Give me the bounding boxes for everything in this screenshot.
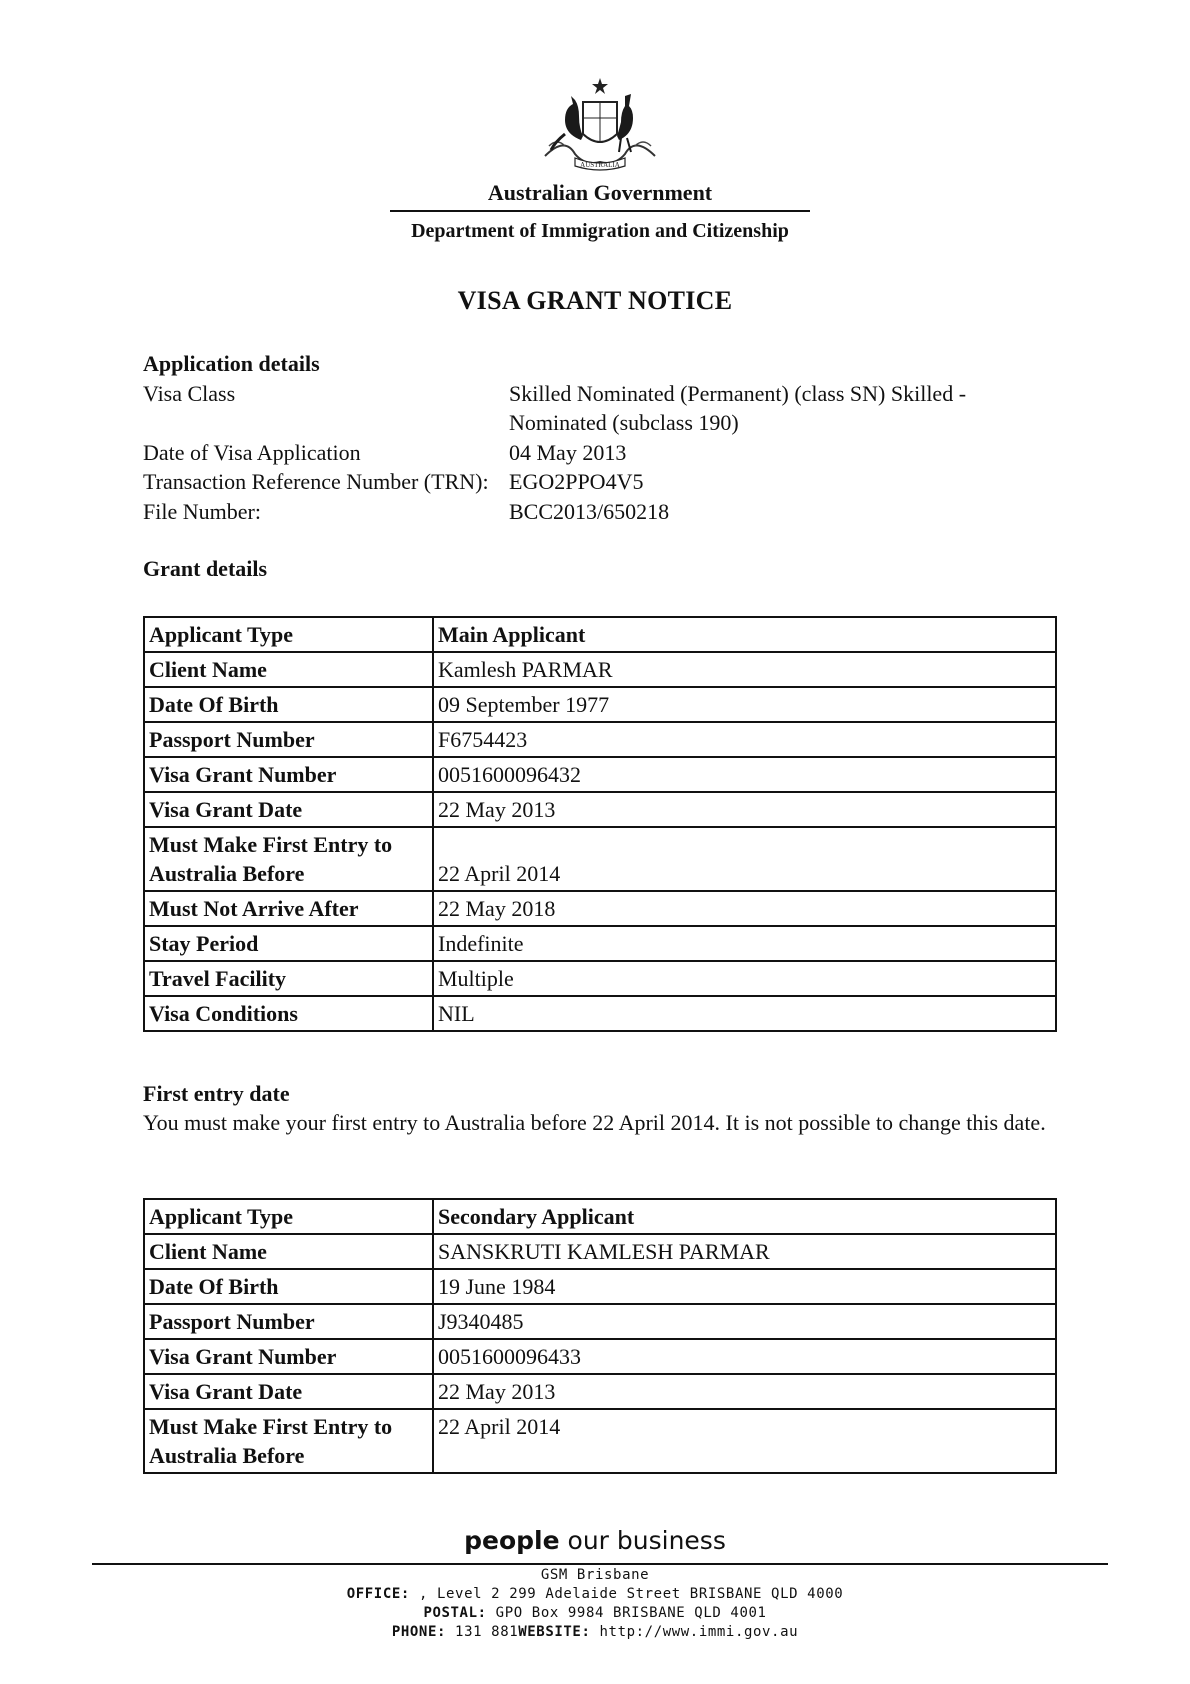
table-row [144,926,1056,961]
detail-value: Skilled Nominated (Permanent) (class SN) Skilled - Nominated (subclass 190) [509,381,967,435]
table-row [144,792,1056,827]
detail-row-trn [143,467,1063,496]
application-details-heading: Application details [143,351,320,376]
table-row [144,617,1056,652]
row-label: Must Make First Entry to Australia Before [144,827,433,891]
row-value: 0051600096432 [433,757,1056,792]
postal-label: POSTAL: [423,1605,487,1621]
slogan-rest: our business [559,1526,726,1555]
row-label: Date Of Birth [144,1269,433,1304]
table-row [144,1374,1056,1409]
office-value: , Level 2 299 Adelaide Street BRISBANE QLD 4000 [418,1586,844,1602]
row-label: Applicant Type [144,617,433,652]
row-label: Visa Conditions [144,996,433,1031]
first-entry-text: You must make your first entry to Australia before 22 April 2014. It is not possible to change this date. [143,1110,1046,1135]
website-link[interactable]: http://www.immi.gov.au [599,1624,799,1640]
detail-value: EGO2PPO4V5 [509,469,644,494]
table-row [144,1304,1056,1339]
table-row [144,1234,1056,1269]
table-row [144,687,1056,722]
detail-label: Transaction Reference Number (TRN): [143,469,489,494]
grant-details-heading: Grant details [143,556,268,581]
detail-row-file-number [143,497,1063,526]
row-value: 22 May 2013 [433,792,1056,827]
footer-postal-line [0,1605,1190,1621]
detail-row-application-date [143,438,1063,467]
row-label: Passport Number [144,722,433,757]
table-row [144,961,1056,996]
detail-value: BCC2013/650218 [509,499,670,524]
phone-label: PHONE: [391,1624,447,1640]
table-row [144,1269,1056,1304]
row-label: Passport Number [144,1304,433,1339]
header-divider [390,210,810,212]
row-value: 22 April 2014 [433,827,1056,891]
website-label: WEBSITE: [518,1624,591,1640]
department-name: Department of Immigration and Citizenship [411,220,789,242]
row-value: Indefinite [433,926,1056,961]
row-value: 0051600096433 [433,1339,1056,1374]
postal-value: GPO Box 9984 BRISBANE QLD 4001 [495,1605,767,1621]
row-label: Stay Period [144,926,433,961]
row-value: 22 May 2013 [433,1374,1056,1409]
row-value: F6754423 [433,722,1056,757]
row-label: Travel Facility [144,961,433,996]
table-row [144,1339,1056,1374]
row-label: Applicant Type [144,1199,433,1234]
row-label: Visa Grant Number [144,1339,433,1374]
row-value: SANSKRUTI KAMLESH PARMAR [433,1234,1056,1269]
table-row [144,1409,1056,1473]
first-entry-heading: First entry date [143,1081,290,1106]
page-title: VISA GRANT NOTICE [457,286,733,315]
row-label: Visa Grant Date [144,792,433,827]
table-row [144,996,1056,1031]
detail-row-visa-class [143,379,1063,437]
row-label: Must Not Arrive After [144,891,433,926]
row-value: 19 June 1984 [433,1269,1056,1304]
office-label: OFFICE: [346,1586,410,1602]
row-label: Client Name [144,652,433,687]
detail-label: Visa Class [143,381,236,406]
table-row [144,827,1056,891]
row-label: Visa Grant Number [144,757,433,792]
table-row [144,1199,1056,1234]
table-row [144,652,1056,687]
row-value: Multiple [433,961,1056,996]
row-label: Client Name [144,1234,433,1269]
coat-of-arms-icon [535,76,665,172]
row-label: Must Make First Entry to Australia Before [144,1409,433,1473]
footer-divider [92,1563,1108,1565]
table-row [144,722,1056,757]
row-value: NIL [433,996,1056,1031]
slogan-bold: people [464,1526,560,1555]
footer-slogan [0,1526,1190,1555]
government-name: Australian Government [487,180,713,205]
row-value: 22 May 2018 [433,891,1056,926]
row-label: Visa Grant Date [144,1374,433,1409]
detail-value: 04 May 2013 [509,440,627,465]
secondary-applicant-table [143,1198,1057,1474]
row-value: Kamlesh PARMAR [433,652,1056,687]
row-value: Main Applicant [433,617,1056,652]
row-value: 22 April 2014 [433,1409,1056,1473]
table-row [144,891,1056,926]
detail-label: File Number: [143,499,261,524]
row-value: 09 September 1977 [433,687,1056,722]
detail-label: Date of Visa Application [143,440,361,465]
table-row [144,757,1056,792]
footer-contact-line [0,1624,1190,1640]
footer-office-line [0,1586,1190,1602]
phone-value: 131 881 [455,1624,519,1640]
main-applicant-table [143,616,1057,1032]
crest-motto: AUSTRALIA [580,161,620,169]
row-value: J9340485 [433,1304,1056,1339]
row-value: Secondary Applicant [433,1199,1056,1234]
footer-office-name: GSM Brisbane [540,1567,650,1583]
row-label: Date Of Birth [144,687,433,722]
